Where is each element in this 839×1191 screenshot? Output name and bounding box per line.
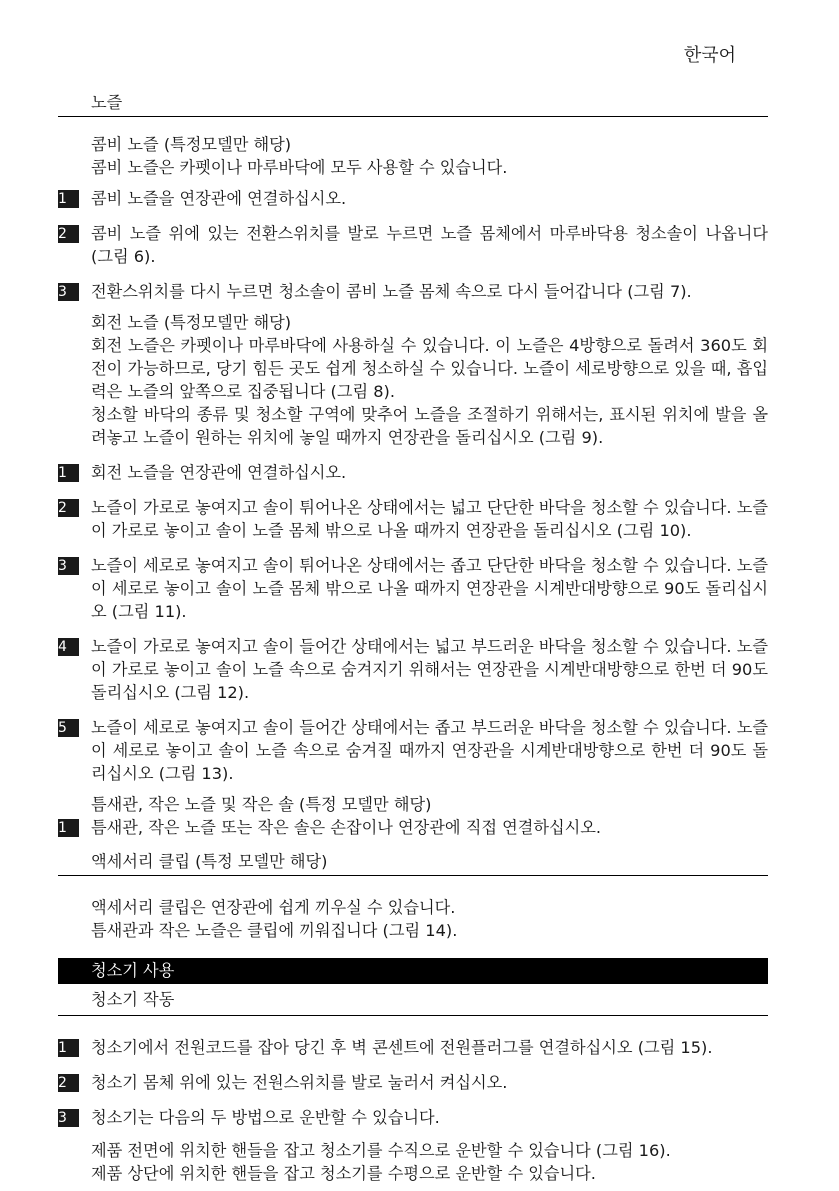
step-text: 청소기에서 전원코드를 잡아 당긴 후 벽 콘센트에 전원플러그를 연결하십시오 (그림 15). [91,1038,713,1057]
step-text: 콤비 노즐을 연장관에 연결하십시오. [91,189,347,208]
step-number-badge: 2 [58,225,79,243]
step-number-badge: 2 [58,499,79,517]
step-number-badge: 1 [58,464,79,482]
step-number-badge: 2 [58,1074,79,1092]
operation-step-2 [58,1071,768,1094]
accessory-line-1: 액세서리 클립은 연장관에 쉽게 끼우실 수 있습니다. [91,898,456,917]
step-number-badge: 5 [58,719,79,737]
step-number-badge: 3 [58,283,79,301]
operation-step-3 [58,1106,768,1129]
combi-title: 콤비 노즐 (특정모델만 해당) [91,135,292,154]
combi-step-2 [58,222,768,268]
step-text: 전환스위치를 다시 누르면 청소솔이 콤비 노즐 몸체 속으로 다시 들어갑니다 (그림 7). [91,282,692,301]
step-number-badge: 1 [58,190,79,208]
combi-intro: 콤비 노즐은 카펫이나 마루바닥에 모두 사용할 수 있습니다. [91,158,508,177]
step-text: 콤비 노즐 위에 있는 전환스위치를 발로 누르면 노즐 몸체에서 마루바닥용 청소솔이 나옵니다 (그림 6). [91,224,768,266]
rotating-step-1 [58,461,768,484]
manual-page [58,90,768,1185]
rotating-title: 회전 노즐 (특정모델만 해당) [91,313,292,332]
step-number-badge: 3 [58,557,79,575]
step-number-badge: 1 [58,1039,79,1057]
operation-step-1 [58,1036,768,1059]
subsection-title-operation: 청소기 작동 [58,988,768,1016]
carry-horizontal: 제품 상단에 위치한 핸들을 잡고 청소기를 수평으로 운반할 수 있습니다. [91,1164,596,1183]
accessory-line-2: 틈새관과 작은 노즐은 클립에 끼워집니다 (그림 14). [91,921,458,940]
step-text: 회전 노즐을 연장관에 연결하십시오. [91,463,347,482]
crevice-step-1 [58,816,768,839]
carry-vertical: 제품 전면에 위치한 핸들을 잡고 청소기를 수직으로 운반할 수 있습니다 (그림 16). [91,1141,671,1160]
step-number-badge: 3 [58,1109,79,1127]
language-label: 한국어 [683,45,736,66]
step-text: 노즐이 세로로 놓여지고 솔이 튀어나온 상태에서는 좁고 단단한 바닥을 청소할 수 있습니다. 노즐이 세로로 놓이고 솔이 노즐 몸체 밖으로 나올 때까지 연장관을 시계반대방향으로 90도 돌리십시오 (그림 11). [91,556,768,621]
section-title-accessory-clip: 액세서리 클립 (특정 모델만 해당) [58,849,768,876]
section-title-nozzles: 노즐 [58,90,768,117]
rotating-step-2 [58,496,768,542]
step-text: 청소기는 다음의 두 방법으로 운반할 수 있습니다. [91,1108,440,1127]
step-text: 청소기 몸체 위에 있는 전원스위치를 발로 눌러서 켜십시오. [91,1073,508,1092]
step-text: 노즐이 가로로 놓여지고 솔이 튀어나온 상태에서는 넓고 단단한 바닥을 청소할 수 있습니다. 노즐이 가로로 놓이고 솔이 노즐 몸체 밖으로 나올 때까지 연장관을 돌리십시오 (그림 10). [91,498,768,540]
step-text: 노즐이 세로로 놓여지고 솔이 들어간 상태에서는 좁고 부드러운 바닥을 청소할 수 있습니다. 노즐이 세로로 놓이고 솔이 노즐 속으로 숨겨질 때까지 연장관을 시계반대방향으로 한번 더 90도 돌리십시오 (그림 13). [91,718,768,783]
rotating-step-4 [58,635,768,704]
step-text: 틈새관, 작은 노즐 또는 작은 솔은 손잡이나 연장관에 직접 연결하십시오. [91,818,602,837]
step-number-badge: 1 [58,819,79,837]
section-title-usage: 청소기 사용 [58,958,768,984]
rotating-intro-2: 청소할 바닥의 종류 및 청소할 구역에 맞추어 노즐을 조절하기 위해서는, 표시된 위치에 발을 올려놓고 노즐이 원하는 위치에 놓일 때까지 연장관을 돌리십시오 (그림 9). [91,405,768,447]
step-number-badge: 4 [58,638,79,656]
crevice-title: 틈새관, 작은 노즐 및 작은 솔 (특정 모델만 해당) [91,795,432,814]
combi-step-1 [58,187,768,210]
step-text: 노즐이 가로로 놓여지고 솔이 들어간 상태에서는 넓고 부드러운 바닥을 청소할 수 있습니다. 노즐이 가로로 놓이고 솔이 노즐 속으로 숨겨지기 위해서는 연장관을 시계반대방향으로 한번 더 90도 돌리십시오 (그림 12). [91,637,768,702]
combi-step-3 [58,280,768,303]
rotating-step-5 [58,716,768,785]
rotating-step-3 [58,554,768,623]
rotating-intro: 회전 노즐은 카펫이나 마루바닥에 사용하실 수 있습니다. 이 노즐은 4방향으로 돌려서 360도 회전이 가능하므로, 당기 힘든 곳도 쉽게 청소하실 수 있습니다. 노즐이 세로방향으로 있을 때, 흡입력은 노즐의 앞쪽으로 집중됩니다 (그림 8). [91,336,768,401]
